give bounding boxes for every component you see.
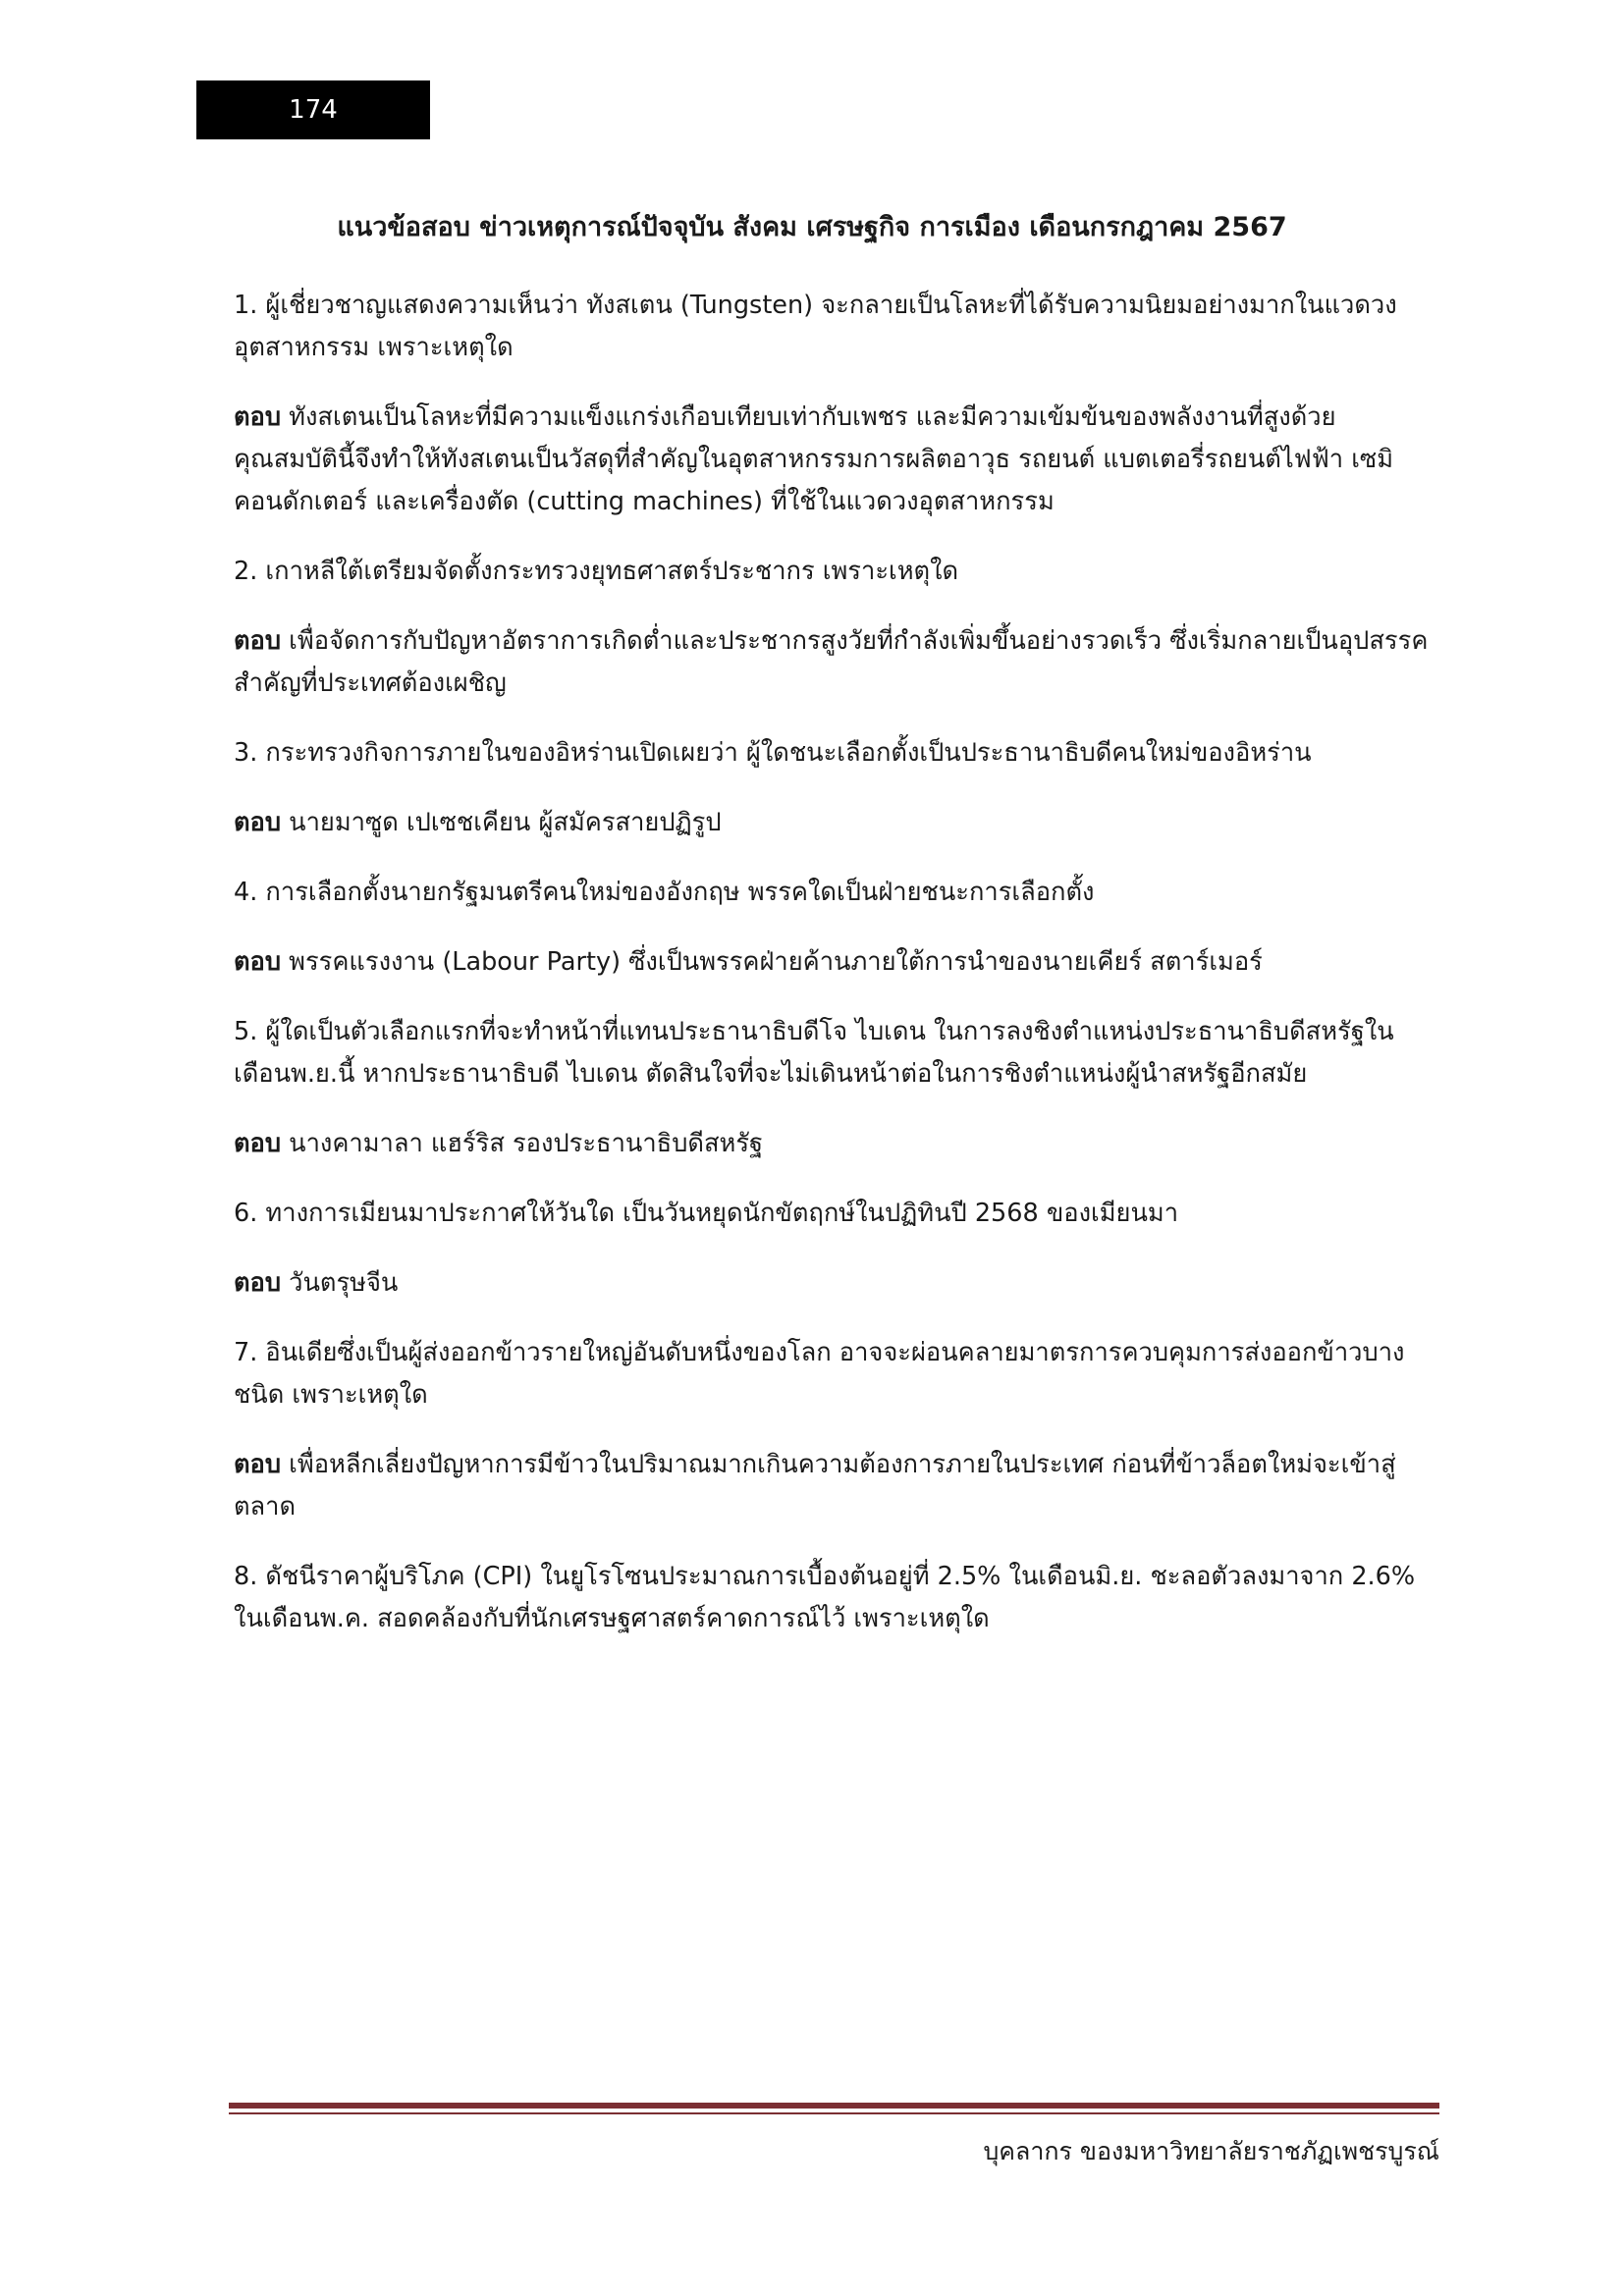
question-5: 5. ผู้ใดเป็นตัวเลือกแรกที่จะทำหน้าที่แทนประธานาธิบดีโจ ไบเดน ในการลงชิงตำแหน่งประธานาธิบดีสหรัฐในเดือนพ.ย.นี้ หากประธานาธิบดี ไบเดน ตัดสินใจที่จะไม่เดินหน้าต่อในการชิงตำแหน่งผู้นำสหรัฐอีกสมัย xyxy=(234,1017,1394,1089)
answer-text: วันตรุษจีน xyxy=(289,1268,399,1298)
question-3: 3. กระทรวงกิจการภายในของอิหร่านเปิดเผยว่า ผู้ใดชนะเลือกตั้งเป็นประธานาธิบดีคนใหม่ของอิหร่าน xyxy=(234,738,1312,768)
answer-label: ตอบ xyxy=(234,947,282,977)
answer-label: ตอบ xyxy=(234,402,282,432)
question-6: 6. ทางการเมียนมาประกาศให้วันใด เป็นวันหยุดนักขัตฤกษ์ในปฏิทินปี 2568 ของเมียนมา xyxy=(234,1199,1179,1228)
answer-6 xyxy=(234,1262,1434,1305)
answer-label: ตอบ xyxy=(234,1450,282,1479)
answer-text: ทังสเตนเป็นโลหะที่มีความแข็งแกร่งเกือบเทียบเท่ากับเพชร และมีความเข้มข้นของพลังงานที่สูงด้วย คุณสมบัตินี้จึงทำให้ทังสเตนเป็นวัสดุที่สำคัญในอุตสาหกรรมการผลิตอาวุธ รถยนต์ แบตเตอรี่รถยนต์ไฟฟ้า เซมิคอนดักเตอร์ และเครื่องตัด (cutting machines) ที่ใช้ในแวดวงอุตสาหกรรม xyxy=(234,402,1394,516)
page-number: 174 xyxy=(196,80,430,139)
question-4: 4. การเลือกตั้งนายกรัฐมนตรีคนใหม่ของอังกฤษ พรรคใดเป็นฝ่ายชนะการเลือกตั้ง xyxy=(234,878,1095,907)
answer-label: ตอบ xyxy=(234,1268,282,1298)
question-7: 7. อินเดียซึ่งเป็นผู้ส่งออกข้าวรายใหญ่อันดับหนึ่งของโลก อาจจะผ่อนคลายมาตรการควบคุมการส่งออกข้าวบางชนิด เพราะเหตุใด xyxy=(234,1338,1405,1410)
answer-1 xyxy=(234,397,1434,523)
footer-divider-thin xyxy=(229,2112,1439,2114)
answer-label: ตอบ xyxy=(234,808,282,837)
footer-divider xyxy=(229,2103,1439,2109)
answer-text: พรรคแรงงาน (Labour Party) ซึ่งเป็นพรรคฝ่ายค้านภายใต้การนำของนายเคียร์ สตาร์เมอร์ xyxy=(289,947,1263,977)
qa-list xyxy=(234,285,1434,1668)
question-1: 1. ผู้เชี่ยวชาญแสดงความเห็นว่า ทังสเตน (Tungsten) จะกลายเป็นโลหะที่ได้รับความนิยมอย่างมากในแวดวงอุตสาหกรรม เพราะเหตุใด xyxy=(234,291,1397,362)
answer-5 xyxy=(234,1123,1434,1165)
footer-text: บุคลากร ของมหาวิทยาลัยราชภัฏเพชรบูรณ์ xyxy=(983,2137,1439,2165)
answer-text: นางคามาลา แฮร์ริส รองประธานาธิบดีสหรัฐ xyxy=(289,1129,764,1158)
answer-label: ตอบ xyxy=(234,1129,282,1158)
answer-4 xyxy=(234,941,1434,984)
answer-2 xyxy=(234,620,1434,705)
answer-7 xyxy=(234,1444,1434,1528)
question-2: 2. เกาหลีใต้เตรียมจัดตั้งกระทรวงยุทธศาสตร์ประชากร เพราะเหตุใด xyxy=(234,557,959,586)
answer-text: เพื่อหลีกเลี่ยงปัญหาการมีข้าวในปริมาณมากเกินความต้องการภายในประเทศ ก่อนที่ข้าวล็อตใหม่จะเข้าสู่ตลาด xyxy=(234,1450,1396,1522)
answer-label: ตอบ xyxy=(234,626,282,656)
document-title: แนวข้อสอบ ข่าวเหตุการณ์ปัจจุบัน สังคม เศรษฐกิจ การเมือง เดือนกรกฎาคม 2567 xyxy=(337,212,1287,242)
answer-text: เพื่อจัดการกับปัญหาอัตราการเกิดต่ำและประชากรสูงวัยที่กำลังเพิ่มขึ้นอย่างรวดเร็ว ซึ่งเริ่มกลายเป็นอุปสรรคสำคัญที่ประเทศต้องเผชิญ xyxy=(234,626,1429,698)
answer-text: นายมาซูด เปเซชเคียน ผู้สมัครสายปฏิรูป xyxy=(289,808,722,837)
answer-3 xyxy=(234,802,1434,844)
question-8: 8. ดัชนีราคาผู้บริโภค (CPI) ในยูโรโซนประมาณการเบื้องต้นอยู่ที่ 2.5% ในเดือนมิ.ย. ชะลอตัวลงมาจาก 2.6% ในเดือนพ.ค. สอดคล้องกับที่นักเศรษฐศาสตร์คาดการณ์ไว้ เพราะเหตุใด xyxy=(234,1562,1416,1633)
